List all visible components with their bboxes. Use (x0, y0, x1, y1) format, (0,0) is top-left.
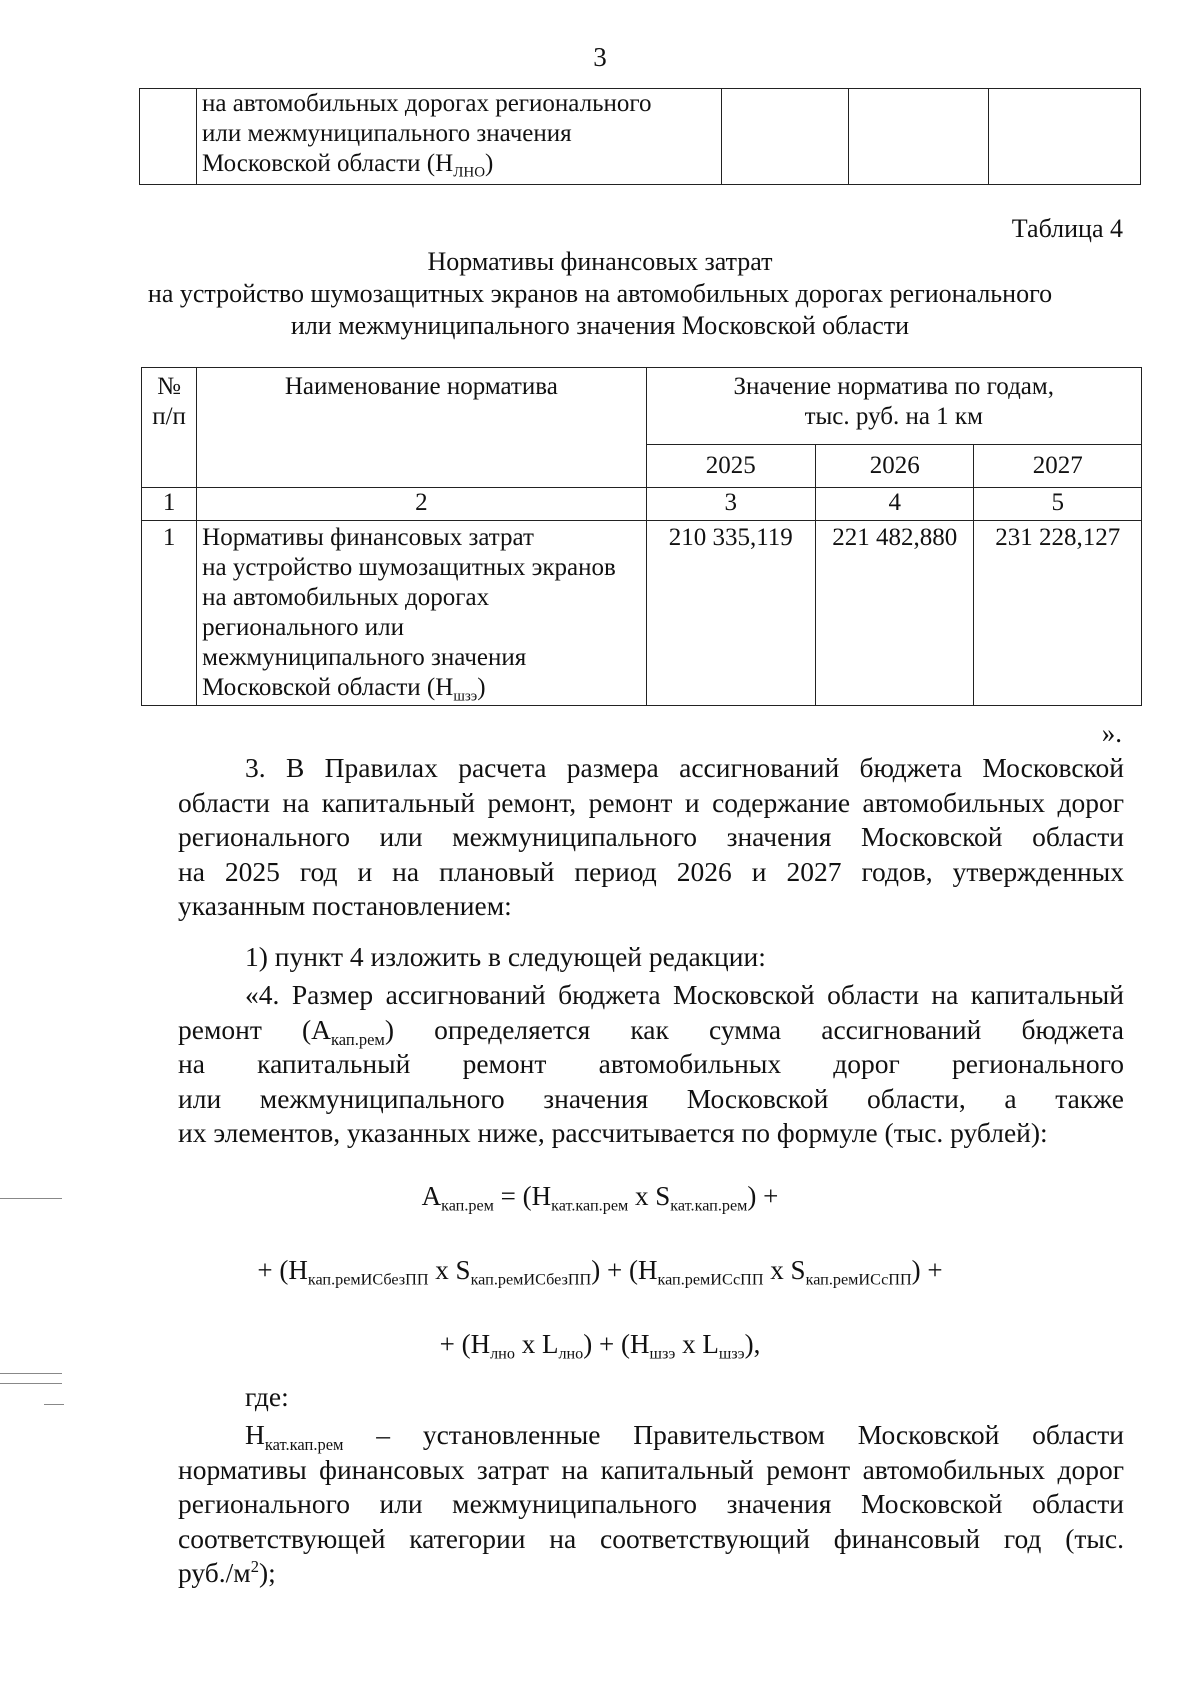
formula-sub: шзэ (718, 1344, 745, 1363)
table-cell (721, 89, 848, 185)
where-label: где: (245, 1381, 289, 1412)
table-row (142, 521, 1142, 706)
table-title-line: Нормативы финансовых затрат (427, 247, 773, 276)
row-name-line: регионального или (202, 614, 404, 641)
index-cell: 3 (646, 488, 816, 521)
formula-part: = (Н (493, 1181, 552, 1211)
text-line: или межмуниципального значения Московской области, а также (178, 1082, 1124, 1114)
row-value-2027: 231 228,127 (974, 521, 1142, 706)
row-name-line: ) (477, 674, 486, 701)
table-cell (988, 89, 1140, 185)
formula-line-2 (0, 1255, 1200, 1289)
formula-part: ) + (911, 1255, 943, 1285)
row-name-line: на автомобильных дорогах (202, 584, 490, 611)
row-value-2026: 221 482,880 (816, 521, 974, 706)
text-line-with-sup (178, 1556, 1124, 1591)
formula-part: ) + (Н (591, 1255, 658, 1285)
row-name-line: межмуниципального значения (202, 644, 527, 671)
cell-line: Московской области (Н (202, 150, 454, 177)
text-line: нормативы финансовых затрат на капитальный ремонт автомобильных дорог (178, 1453, 1124, 1485)
formula-part: + (Н (257, 1255, 308, 1285)
text-line: на капитальный ремонт автомобильных дорог регионального (178, 1048, 1124, 1079)
row-value-2025: 210 335,119 (646, 521, 816, 706)
header-name: Наименование норматива (197, 368, 646, 488)
row-name-line: на устройство шумозащитных экранов (202, 554, 616, 581)
table-cell (140, 89, 197, 185)
formula-part: x S (763, 1255, 806, 1285)
closing-quote: ». (1101, 718, 1122, 748)
text-line: на 2025 год и на плановый период 2026 и 2027 годов, утвержденных (178, 855, 1124, 887)
text-line: области на капитальный ремонт, ремонт и содержание автомобильных дорог (178, 786, 1124, 818)
text-fragment: ремонт (А (178, 1013, 332, 1045)
text-line: регионального или межмуниципального значения Московской области (178, 821, 1124, 852)
scan-mark (0, 1383, 62, 1384)
header-num-line: № (157, 373, 181, 400)
formula-part: ), (744, 1329, 761, 1359)
formula-line-3 (0, 1329, 1200, 1363)
text-line: регионального или межмуниципального значения Московской области (178, 1488, 1124, 1519)
formula-part: x L (514, 1329, 559, 1359)
table-4 (141, 367, 1142, 706)
definition-paragraph (178, 1418, 1124, 1591)
table-3-continuation (139, 88, 1141, 185)
superscript: 2 (250, 1556, 259, 1576)
header-year: 2027 (974, 445, 1142, 488)
paragraph-4 (178, 978, 1124, 1151)
header-year: 2025 (646, 445, 816, 488)
paragraph-item: 1) пункт 4 изложить в следующей редакции: (245, 941, 766, 972)
table-cell-name (197, 89, 722, 185)
text-line: указанным постановлением: (178, 890, 512, 921)
row-name-line: Московской области (Н (202, 674, 454, 701)
header-value-line: Значение норматива по годам, (733, 373, 1054, 400)
formula-sub: кап.рем (441, 1196, 494, 1215)
text-fragment: – установленные Правительством Московской области (343, 1419, 1124, 1450)
formula-line-1 (0, 1181, 1200, 1215)
text-line: «4. Размер ассигнований бюджета Московской области на капитальный (245, 979, 1124, 1010)
subscript: кат.кап.рем (264, 1434, 344, 1454)
table-title-line: на устройство шумозащитных экранов на автомобильных дорогах регионального (147, 279, 1053, 308)
index-cell: 2 (197, 488, 646, 521)
header-num-line: п/п (152, 403, 186, 430)
formula-part: ) + (Н (583, 1329, 650, 1359)
formula-part: x L (675, 1329, 719, 1359)
header-value-line: тыс. руб. на 1 км (804, 403, 983, 430)
formula-sub: кат.кап.рем (551, 1196, 629, 1215)
text-fragment: ); (258, 1557, 276, 1588)
row-num: 1 (142, 521, 197, 706)
table-title-line: или межмуниципального значения Московской области (290, 311, 910, 340)
text-line: соответствующей категории на соответствующий финансовый год (тыс. (178, 1522, 1124, 1554)
index-cell: 1 (142, 488, 197, 521)
text-line: 3. В Правилах расчета размера ассигнований бюджета Московской (245, 752, 1124, 783)
formula-part: x S (428, 1255, 471, 1285)
scan-mark (0, 1198, 62, 1199)
cell-line: или межмуниципального значения (202, 120, 572, 147)
paragraph-3 (178, 751, 1124, 924)
formula-sub: кап.ремИСсПП (805, 1270, 912, 1289)
formula-sub: лно (490, 1344, 515, 1363)
text-line: их элементов, указанных ниже, рассчитывается по формуле (тыс. рублей): (178, 1117, 1048, 1148)
table-cell (848, 89, 988, 185)
formula-part: ) + (747, 1181, 779, 1211)
subscript: кап.рем (331, 1029, 385, 1049)
formula-sub: кат.кап.рем (670, 1196, 748, 1215)
row-name-line: Нормативы финансовых затрат (202, 524, 534, 551)
header-value (646, 368, 1142, 445)
text-fragment: руб./м (178, 1557, 251, 1588)
formula-sub: кап.ремИСсПП (657, 1270, 764, 1289)
text-fragment: ) определяется как сумма ассигнований бюджета (384, 1013, 1124, 1045)
text-fragment: Н (245, 1419, 265, 1450)
header-year: 2026 (816, 445, 974, 488)
index-cell: 5 (974, 488, 1142, 521)
row-name (197, 521, 646, 706)
formula-sub: шзэ (649, 1344, 676, 1363)
formula-sub: кап.ремИСбезПП (307, 1270, 429, 1289)
index-cell: 4 (816, 488, 974, 521)
text-line-with-sub (178, 1013, 1124, 1048)
formula-sub: кап.ремИСбезПП (470, 1270, 592, 1289)
formula-part: x S (628, 1181, 671, 1211)
formula-part: + (Н (439, 1329, 491, 1359)
table-label: Таблица 4 (1011, 214, 1123, 243)
scan-mark (44, 1404, 64, 1405)
formula-sub: лно (558, 1344, 584, 1363)
text-line-with-sub (178, 1418, 1124, 1453)
subscript: ЛНО (453, 164, 486, 181)
cell-line: ) (485, 150, 494, 177)
formula-part: А (421, 1181, 442, 1211)
page-number: 3 (593, 42, 607, 72)
cell-line: на автомобильных дорогах регионального (202, 90, 652, 117)
subscript: шзэ (453, 688, 478, 705)
scan-mark (0, 1373, 62, 1374)
header-num (142, 368, 197, 488)
